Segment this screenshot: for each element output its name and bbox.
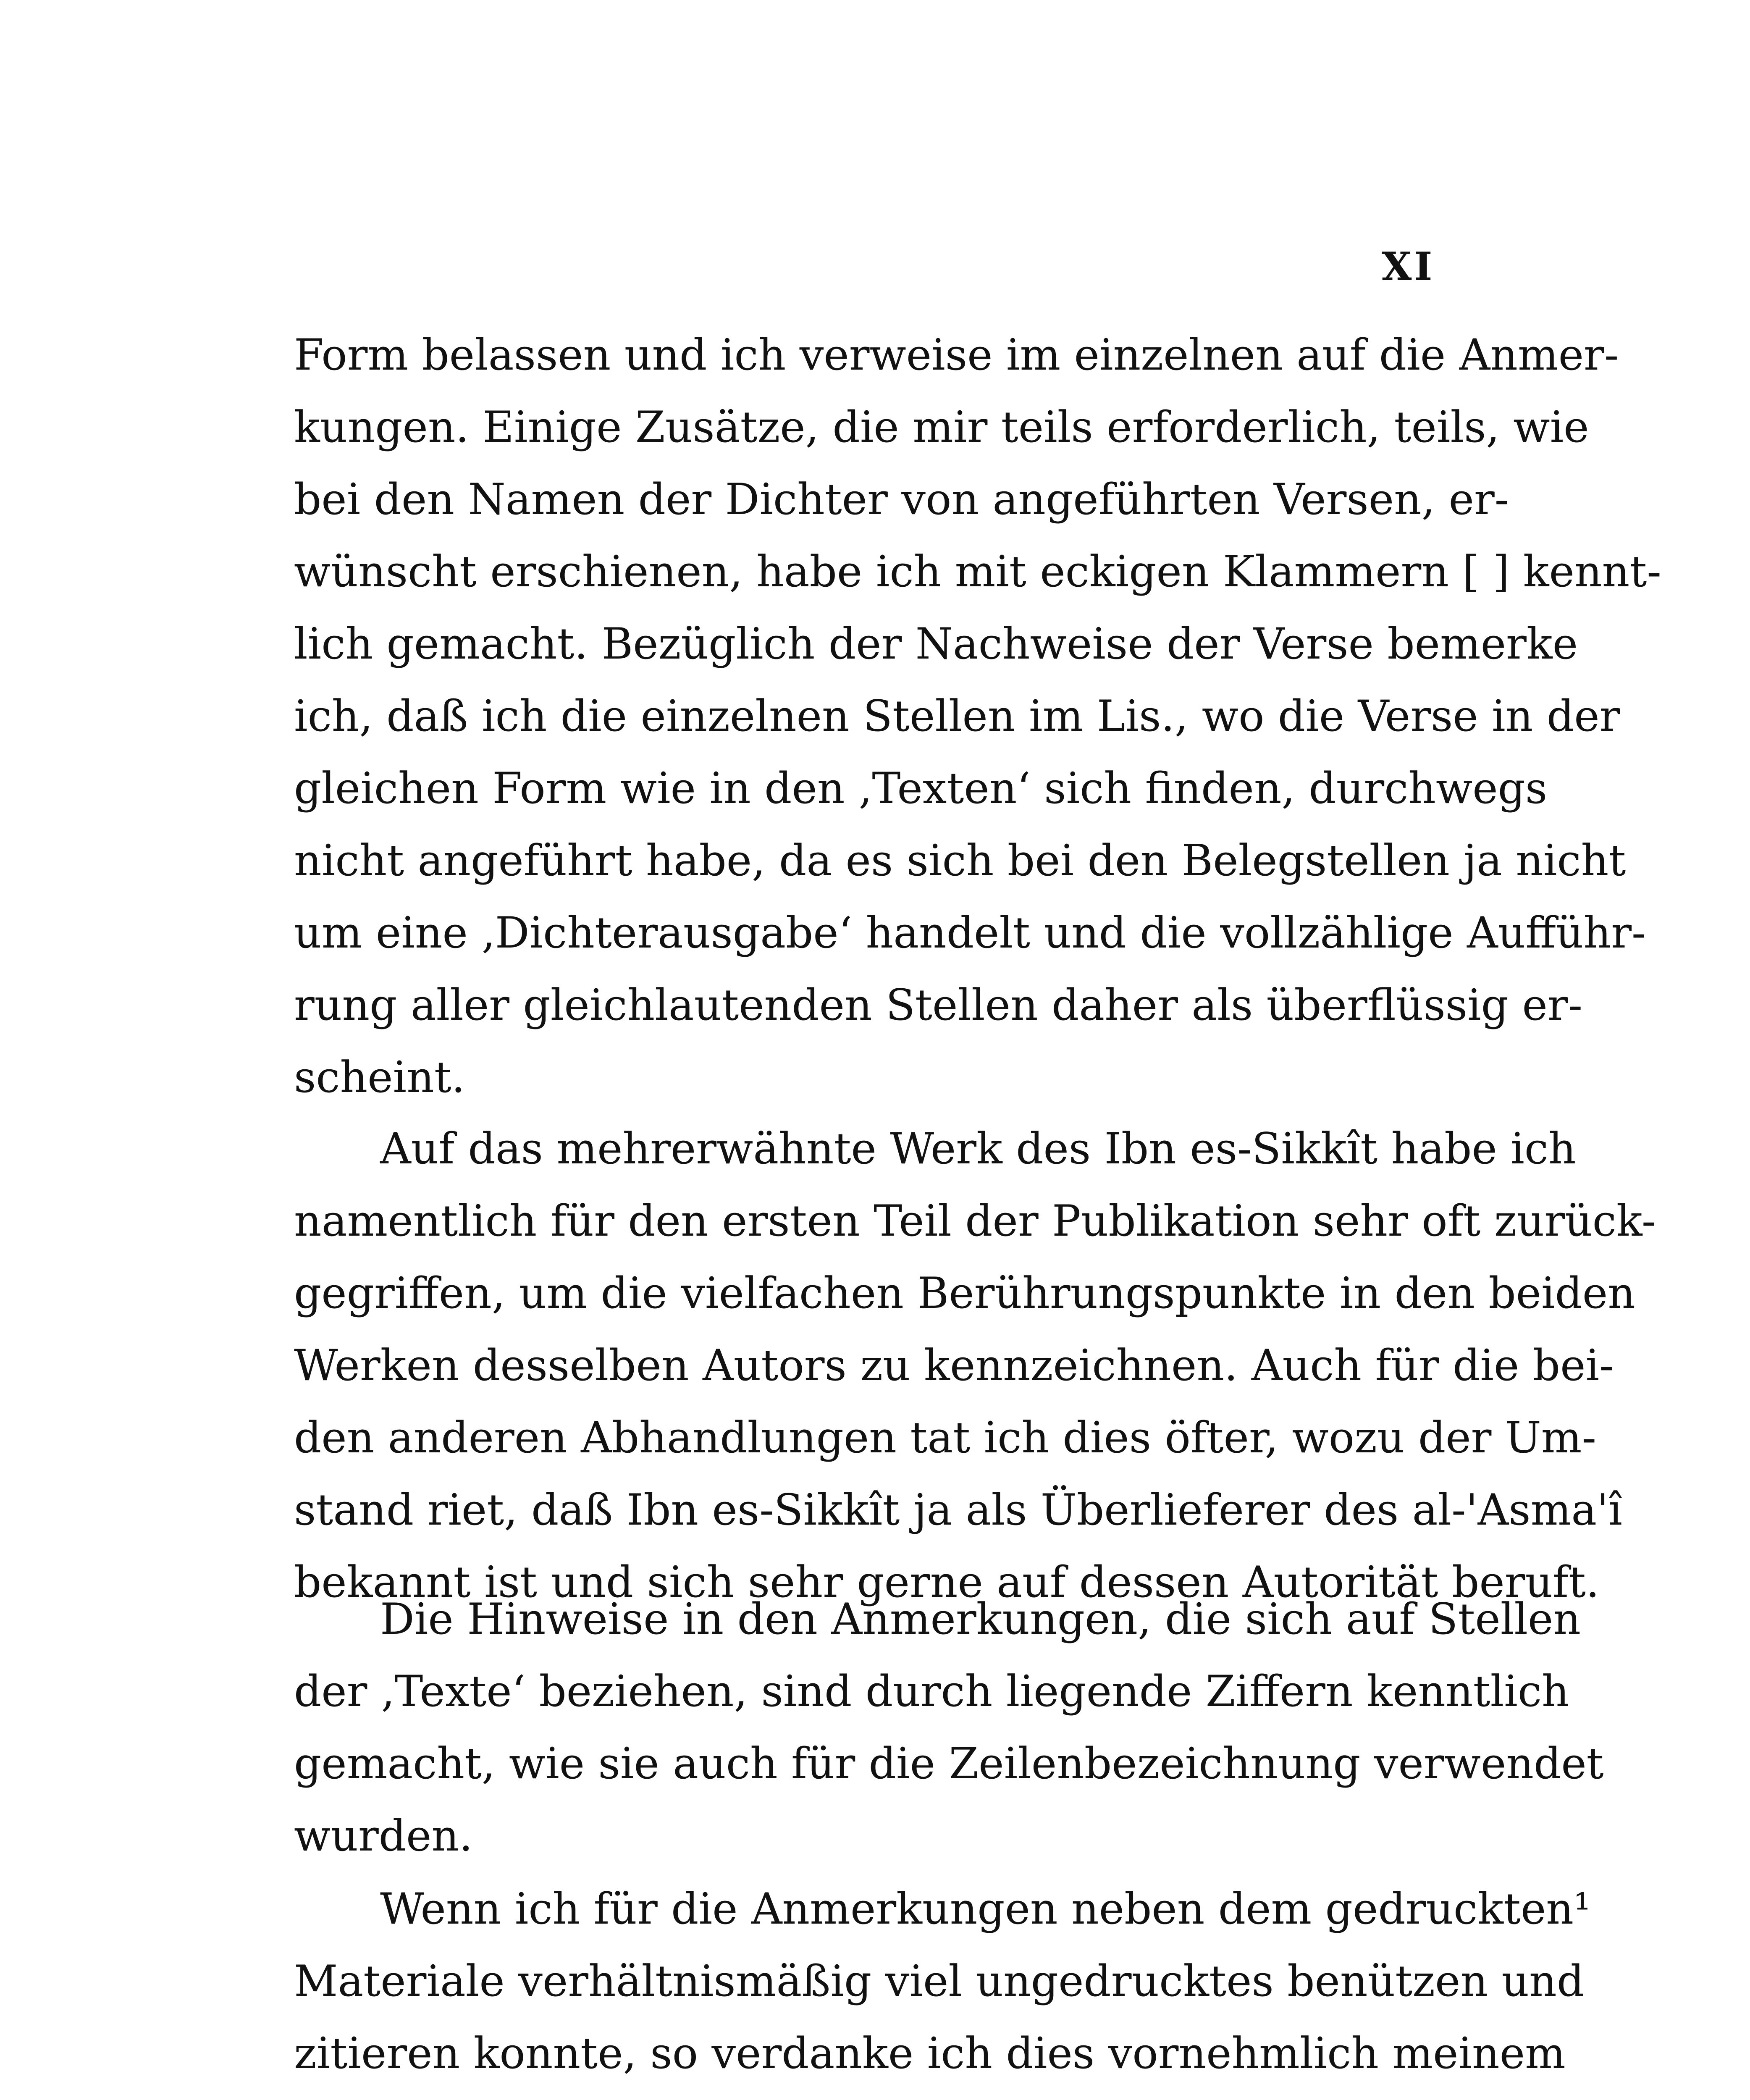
- paragraph-1: [294, 319, 1661, 1114]
- paragraph-4: [294, 1873, 1591, 2090]
- text-line: Wenn ich für die Anmerkungen neben dem gedruckten¹: [380, 1884, 1591, 1934]
- text-line: Auf das mehrerwähnte Werk des Ibn es-Sikkît habe ich: [380, 1124, 1576, 1174]
- text-line: Materiale verhältnismäßig viel ungedrucktes benützen und: [294, 1956, 1585, 2006]
- paragraph-3: [294, 1583, 1604, 1872]
- text-line: nicht angeführt habe, da es sich bei den Belegstellen ja nicht: [294, 836, 1626, 886]
- text-line: wurden.: [294, 1811, 473, 1861]
- text-line: Form belassen und ich verweise im einzelnen auf die Anmer-: [294, 330, 1619, 380]
- text-line: der ‚Texte‘ beziehen, sind durch liegende Ziffern kenntlich: [294, 1667, 1569, 1717]
- text-line: namentlich für den ersten Teil der Publikation sehr oft zurück-: [294, 1196, 1656, 1246]
- text-line: rung aller gleichlautenden Stellen daher als überflüssig er-: [294, 980, 1583, 1030]
- text-line: gleichen Form wie in den ‚Texten‘ sich finden, durchwegs: [294, 764, 1548, 814]
- text-line: bekannt ist und sich sehr gerne auf dessen Autorität beruft.: [294, 1557, 1600, 1607]
- text-line: gemacht, wie sie auch für die Zeilenbezeichnung verwendet: [294, 1739, 1604, 1789]
- text-line: lich gemacht. Bezüglich der Nachweise der Verse bemerke: [294, 619, 1578, 669]
- text-line: kungen. Einige Zusätze, die mir teils erforderlich, teils, wie: [294, 402, 1589, 452]
- text-line: den anderen Abhandlungen tat ich dies öfter, wozu der Um-: [294, 1413, 1596, 1463]
- text-line: Werken desselben Autors zu kennzeichnen. Auch für die bei-: [294, 1341, 1614, 1391]
- page-number: XI: [1382, 244, 1435, 289]
- text-line: zitieren konnte, so verdanke ich dies vornehmlich meinem: [294, 2029, 1566, 2079]
- text-line: scheint.: [294, 1053, 465, 1102]
- text-line: bei den Namen der Dichter von angeführten Versen, er-: [294, 475, 1509, 525]
- text-line: stand riet, daß Ibn es-Sikkît ja als Überlieferer des al-'Asma'î: [294, 1485, 1622, 1535]
- text-line: ich, daß ich die einzelnen Stellen im Lis., wo die Verse in der: [294, 691, 1620, 741]
- text-line: um eine ‚Dichterausgabe‘ handelt und die vollzählige Aufführ-: [294, 908, 1646, 958]
- text-line: gegriffen, um die vielfachen Berührungspunkte in den beiden: [294, 1268, 1635, 1318]
- text-line: wünscht erschienen, habe ich mit eckigen Klammern [ ] kennt-: [294, 547, 1661, 597]
- text-line: Die Hinweise in den Anmerkungen, die sich auf Stellen: [380, 1594, 1581, 1644]
